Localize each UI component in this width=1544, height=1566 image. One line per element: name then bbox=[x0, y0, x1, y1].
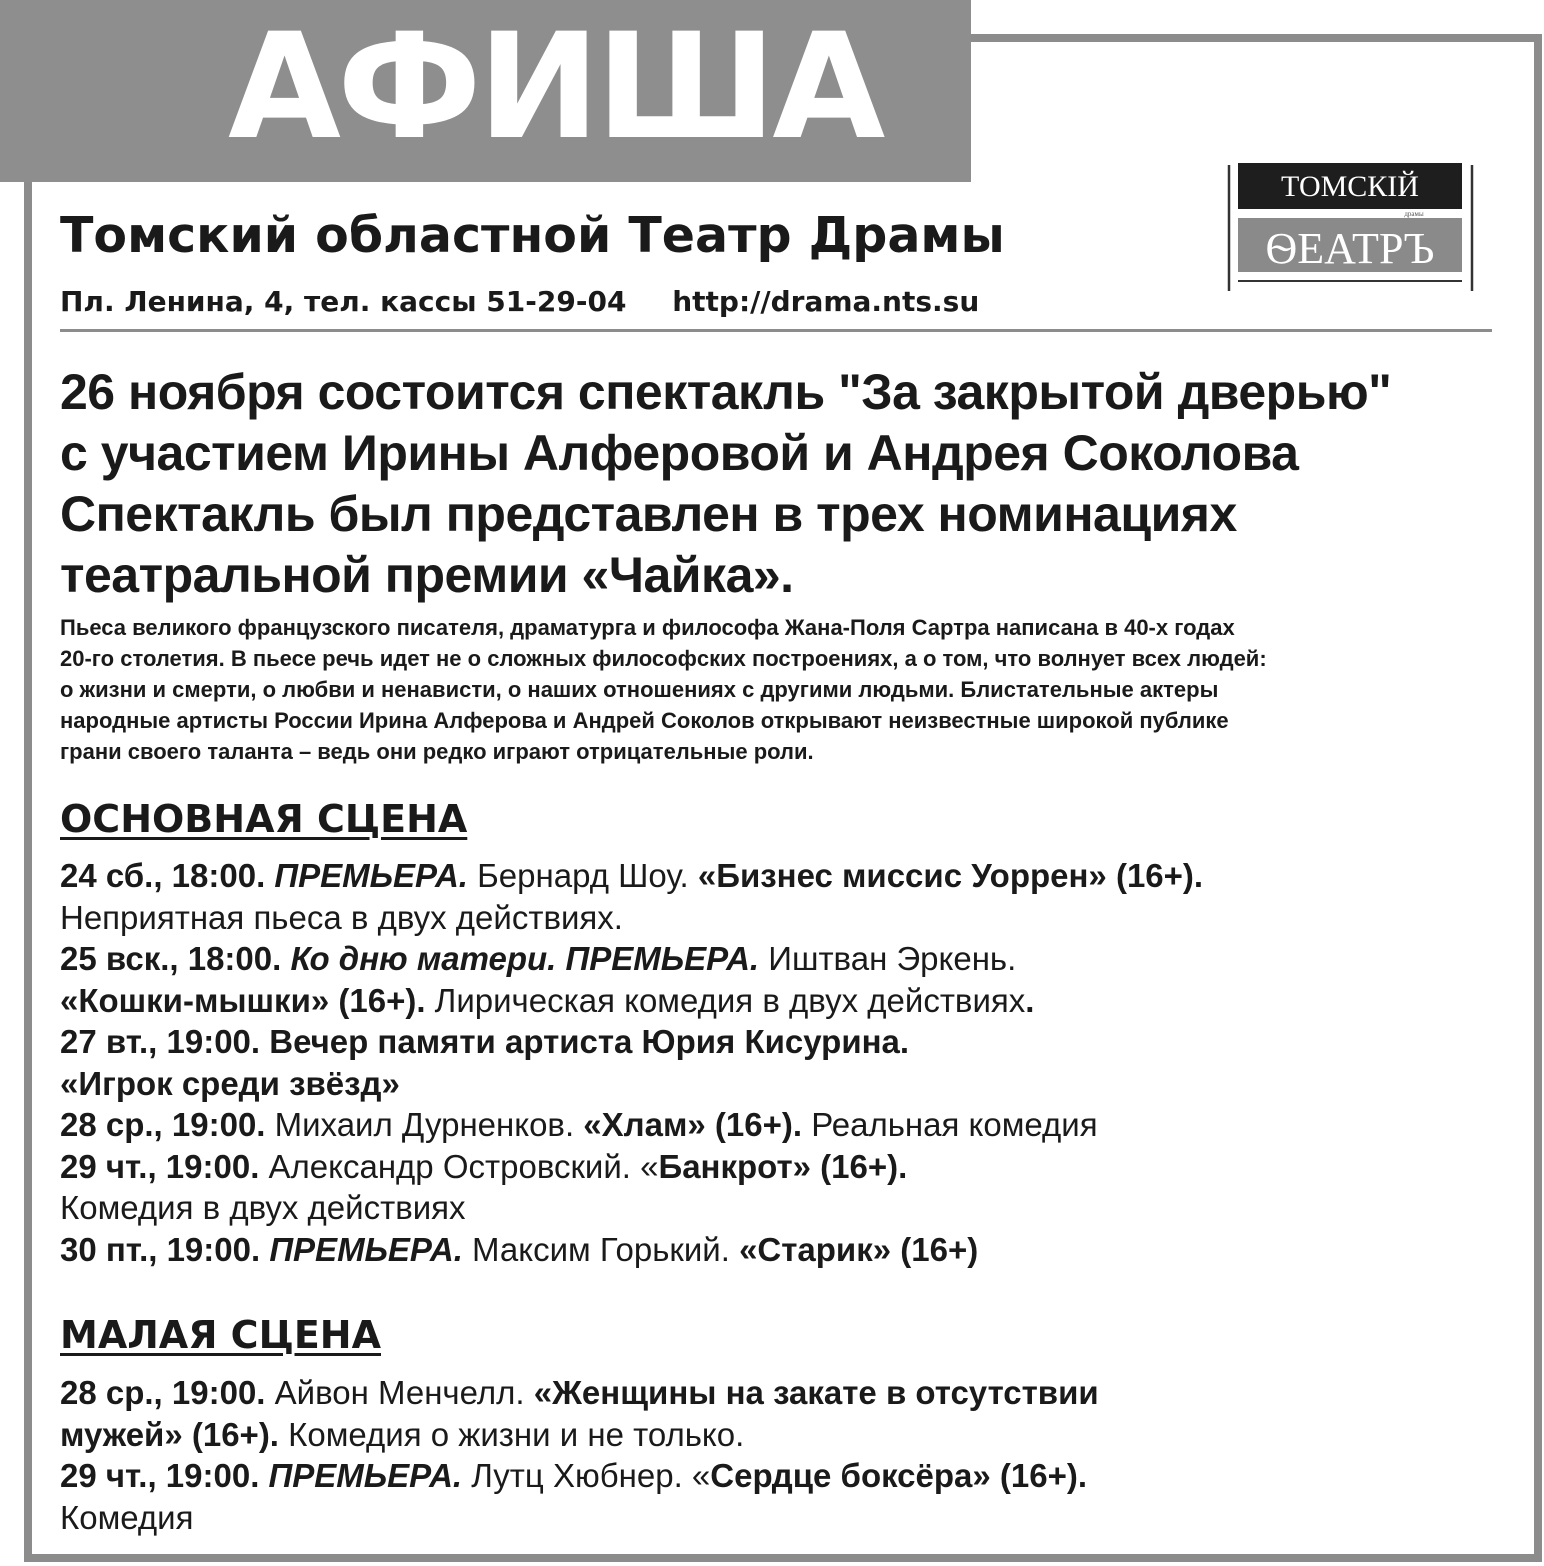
schedule-line bbox=[60, 1372, 1500, 1414]
play-description bbox=[60, 612, 1490, 767]
schedule-text: Михаил Дурненков. bbox=[265, 1106, 584, 1143]
schedule-text: Лирическая комедия в двух действиях bbox=[425, 981, 1026, 1019]
schedule-text: Максим Горький. bbox=[462, 1230, 740, 1268]
schedule-text: . bbox=[1025, 981, 1035, 1019]
schedule-text: ПРЕМЬЕРА. bbox=[269, 1230, 463, 1268]
description-line: народные артисты России Ирина Алферова и Андрей Соколов открывают неизвестные широкой публике bbox=[60, 708, 1229, 733]
headline bbox=[60, 362, 1500, 606]
logo-small: драмы bbox=[1404, 210, 1424, 218]
theatre-url[interactable]: http://drama.nts.su bbox=[672, 285, 980, 318]
schedule-text: 30 пт., 19:00. bbox=[60, 1230, 270, 1268]
schedule-line bbox=[60, 1497, 1500, 1539]
afisha-title: АФИША bbox=[228, 2, 882, 172]
schedule-text: 24 сб., 18:00. bbox=[60, 857, 275, 894]
schedule-line bbox=[60, 1104, 1500, 1146]
schedule-text: Айвон Менчелл. bbox=[265, 1374, 534, 1411]
schedule-text: Сердце боксёра» (16+). bbox=[710, 1457, 1088, 1494]
description-line: Пьеса великого французского писателя, драматурга и философа Жана-Поля Сартра написана в 40-х годах bbox=[60, 615, 1235, 640]
description-line: грани своего таланта – ведь они редко играют отрицательные роли. bbox=[60, 739, 814, 764]
schedule-text: Реальная комедия bbox=[802, 1106, 1098, 1143]
schedule-line bbox=[60, 1414, 1500, 1456]
schedule-text: Иштван Эркень. bbox=[759, 940, 1017, 977]
schedule-text: Комедия в двух действиях bbox=[60, 1189, 466, 1226]
schedule-text: Комедия bbox=[60, 1498, 194, 1536]
small-stage-schedule bbox=[60, 1372, 1500, 1538]
schedule-line bbox=[60, 1063, 1500, 1105]
headline-line: 26 ноября состоится спектакль "За закрытой дверью" bbox=[60, 364, 1392, 420]
schedule-line bbox=[60, 1187, 1500, 1229]
schedule-text: Ко дню матери. ПРЕМЬЕРА. bbox=[290, 940, 760, 977]
schedule-text: «Старик» (16+) bbox=[739, 1230, 979, 1268]
schedule-text: ПРЕМЬЕРА. bbox=[274, 857, 468, 894]
description-line: о жизни и смерти, о любви и ненависти, о наших отношениях с другими людьми. Блистательные актеры bbox=[60, 677, 1219, 702]
header-divider bbox=[60, 329, 1492, 332]
main-stage-schedule bbox=[60, 855, 1500, 1270]
schedule-line bbox=[60, 938, 1500, 980]
logo-line1: ТОМСКIЙ bbox=[1281, 170, 1419, 203]
schedule-line bbox=[60, 855, 1500, 897]
schedule-text: «Кошки-мышки» (16+). bbox=[60, 981, 426, 1019]
schedule-text: Лутц Хюбнер. « bbox=[462, 1457, 711, 1494]
schedule-text: ПРЕМЬЕРА. bbox=[268, 1457, 463, 1494]
schedule-text: 29 чт., 19:00. bbox=[60, 1147, 260, 1185]
theatre-logo bbox=[1224, 163, 1476, 299]
schedule-text: Бернард Шоу. bbox=[467, 857, 698, 894]
schedule-text: Неприятная пьеса в двух действиях. bbox=[60, 898, 623, 936]
schedule-text: 29 чт., 19:00. bbox=[60, 1457, 269, 1494]
theatre-address: Пл. Ленина, 4, тел. кассы 51-29-04 bbox=[60, 285, 627, 318]
afisha-banner bbox=[0, 0, 971, 182]
theatre-name: Томский областной Театр Драмы bbox=[60, 207, 1005, 264]
theatre-contacts bbox=[60, 282, 979, 322]
small-stage-title: МАЛАЯ СЦЕНА bbox=[60, 1313, 381, 1357]
schedule-text: «Хлам» (16+). bbox=[583, 1106, 803, 1143]
schedule-text: «Игрок среди звёзд» bbox=[60, 1064, 400, 1102]
schedule-text: 27 вт., 19:00. Вечер памяти артиста Юрия Кисурина. bbox=[60, 1023, 910, 1060]
main-stage-title: ОСНОВНАЯ СЦЕНА bbox=[60, 797, 468, 841]
theatre-logo-image bbox=[1224, 163, 1476, 299]
schedule-text: Комедия о жизни и не только. bbox=[278, 1415, 745, 1453]
schedule-text: Банкрот» (16+). bbox=[658, 1147, 908, 1185]
schedule-line bbox=[60, 1455, 1500, 1497]
headline-line: театральной премии «Чайка». bbox=[60, 547, 794, 603]
schedule-text: Александр Островский. « bbox=[259, 1147, 659, 1185]
schedule-line bbox=[60, 1021, 1500, 1063]
description-line: 20-го столетия. В пьесе речь идет не о сложных философских построениях, а о том, что волнует всех людей: bbox=[60, 646, 1267, 671]
schedule-line bbox=[60, 1229, 1500, 1271]
schedule-text: «Женщины на закате в отсутствии bbox=[533, 1374, 1099, 1411]
schedule-text: «Бизнес миссис Уоррен» (16+). bbox=[697, 857, 1204, 894]
schedule-text: 28 ср., 19:00. bbox=[60, 1374, 266, 1411]
logo-line2: ѲЕАТРЪ bbox=[1265, 224, 1435, 273]
schedule-line bbox=[60, 980, 1500, 1022]
schedule-text: 25 вск., 18:00. bbox=[60, 940, 291, 977]
schedule-line bbox=[60, 1146, 1500, 1188]
headline-line: с участием Ирины Алферовой и Андрея Соколова bbox=[60, 425, 1299, 481]
schedule-text: 28 ср., 19:00. bbox=[60, 1106, 266, 1143]
schedule-text: мужей» (16+). bbox=[60, 1415, 279, 1453]
schedule-line bbox=[60, 897, 1500, 939]
headline-line: Спектакль был представлен в трех номинациях bbox=[60, 486, 1237, 542]
